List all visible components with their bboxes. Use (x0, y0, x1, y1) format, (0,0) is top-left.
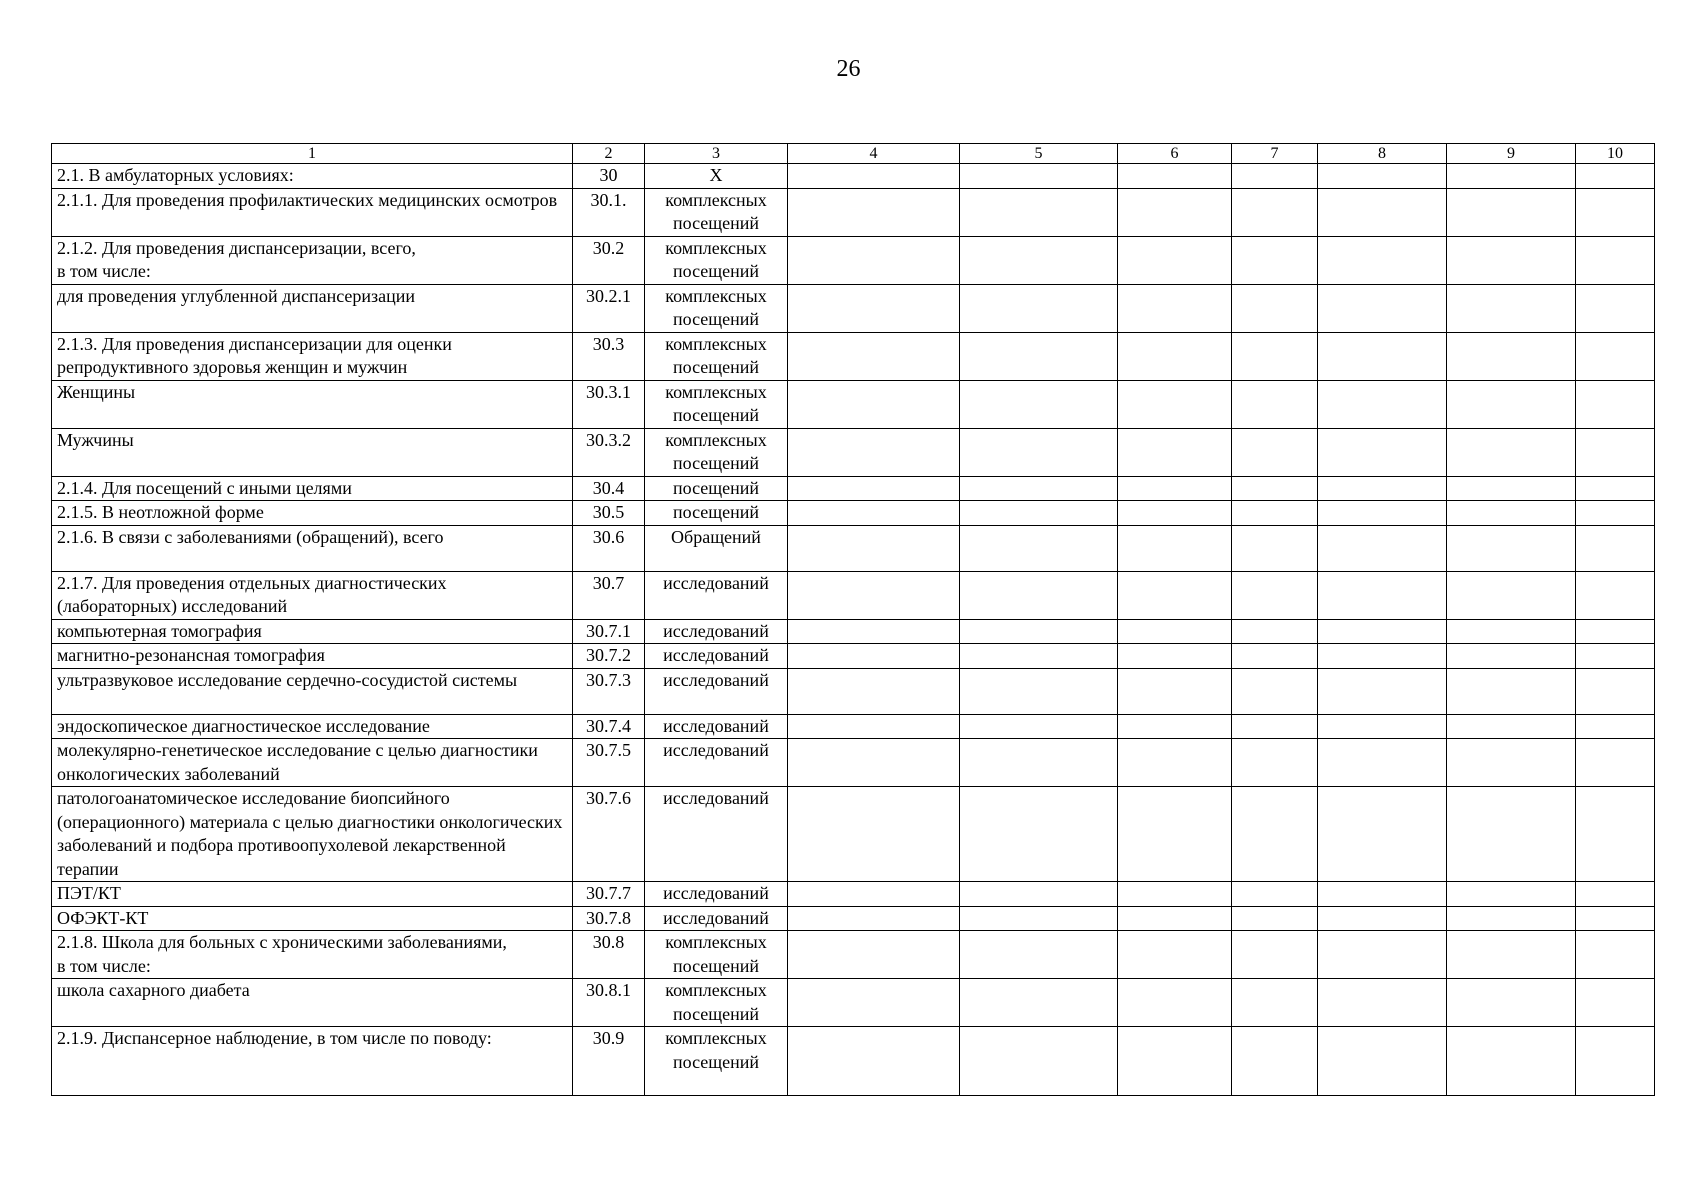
row-code-cell: 30.9 (573, 1027, 645, 1096)
row-unit-cell: комплексных посещений (645, 979, 788, 1027)
empty-value-cell (1118, 1027, 1232, 1096)
row-code-cell: 30.4 (573, 476, 645, 501)
table-row (52, 501, 1655, 526)
empty-value-cell (960, 380, 1118, 428)
empty-value-cell (1232, 787, 1318, 882)
table-row (52, 931, 1655, 979)
empty-value-cell (1118, 284, 1232, 332)
empty-value-cell (1576, 164, 1655, 189)
row-code-cell: 30.7.1 (573, 619, 645, 644)
empty-value-cell (788, 188, 960, 236)
row-code-cell: 30.1. (573, 188, 645, 236)
empty-value-cell (788, 787, 960, 882)
empty-value-cell (1447, 739, 1576, 787)
row-name-cell: 2.1.9. Диспансерное наблюдение, в том числе по поводу: (52, 1027, 573, 1096)
empty-value-cell (1232, 236, 1318, 284)
empty-value-cell (1318, 236, 1447, 284)
report-table (51, 143, 1655, 1096)
empty-value-cell (1118, 332, 1232, 380)
row-code-cell: 30.7.5 (573, 739, 645, 787)
row-name-cell: 2.1.2. Для проведения диспансеризации, всего, в том числе: (52, 236, 573, 284)
empty-value-cell (788, 428, 960, 476)
empty-value-cell (1232, 525, 1318, 571)
empty-value-cell (1318, 188, 1447, 236)
empty-value-cell (1232, 284, 1318, 332)
empty-value-cell (1232, 188, 1318, 236)
empty-value-cell (1232, 571, 1318, 619)
empty-value-cell (1118, 525, 1232, 571)
empty-value-cell (788, 882, 960, 907)
row-unit-cell: Х (645, 164, 788, 189)
row-code-cell: 30.3 (573, 332, 645, 380)
empty-value-cell (788, 714, 960, 739)
empty-value-cell (1232, 428, 1318, 476)
empty-value-cell (1118, 906, 1232, 931)
row-code-cell: 30.7.3 (573, 668, 645, 714)
row-code-cell: 30.7.7 (573, 882, 645, 907)
empty-value-cell (1576, 979, 1655, 1027)
empty-value-cell (1576, 882, 1655, 907)
table-row (52, 571, 1655, 619)
row-name-cell: 2.1.8. Школа для больных с хроническими заболеваниями, в том числе: (52, 931, 573, 979)
empty-value-cell (788, 979, 960, 1027)
row-code-cell: 30.2.1 (573, 284, 645, 332)
empty-value-cell (960, 571, 1118, 619)
empty-value-cell (1447, 236, 1576, 284)
row-name-cell: ПЭТ/КТ (52, 882, 573, 907)
empty-value-cell (1318, 619, 1447, 644)
empty-value-cell (1447, 284, 1576, 332)
empty-value-cell (1576, 931, 1655, 979)
empty-value-cell (1318, 739, 1447, 787)
empty-value-cell (788, 571, 960, 619)
empty-value-cell (1576, 501, 1655, 526)
empty-value-cell (960, 284, 1118, 332)
empty-value-cell (788, 332, 960, 380)
row-name-cell: эндоскопическое диагностическое исследование (52, 714, 573, 739)
empty-value-cell (1318, 380, 1447, 428)
row-code-cell: 30.3.1 (573, 380, 645, 428)
empty-value-cell (1118, 501, 1232, 526)
row-code-cell: 30.6 (573, 525, 645, 571)
row-name-cell: ОФЭКТ-КТ (52, 906, 573, 931)
empty-value-cell (1447, 979, 1576, 1027)
row-name-cell: 2.1.4. Для посещений с иными целями (52, 476, 573, 501)
table-row (52, 1027, 1655, 1096)
empty-value-cell (1447, 428, 1576, 476)
table-row (52, 188, 1655, 236)
row-name-cell: Мужчины (52, 428, 573, 476)
table-row (52, 236, 1655, 284)
empty-value-cell (1447, 668, 1576, 714)
empty-value-cell (1447, 164, 1576, 189)
empty-value-cell (960, 188, 1118, 236)
empty-value-cell (1118, 236, 1232, 284)
empty-value-cell (1447, 931, 1576, 979)
empty-value-cell (1576, 332, 1655, 380)
empty-value-cell (1576, 476, 1655, 501)
table-row (52, 332, 1655, 380)
row-unit-cell: посещений (645, 501, 788, 526)
row-name-cell: магнитно-резонансная томография (52, 644, 573, 669)
empty-value-cell (1576, 188, 1655, 236)
empty-value-cell (1576, 380, 1655, 428)
empty-value-cell (1576, 525, 1655, 571)
empty-value-cell (960, 236, 1118, 284)
empty-value-cell (1318, 906, 1447, 931)
empty-value-cell (1232, 1027, 1318, 1096)
column-header: 5 (960, 144, 1118, 164)
empty-value-cell (960, 979, 1118, 1027)
row-name-cell: молекулярно-генетическое исследование с целью диагностики онкологических заболеваний (52, 739, 573, 787)
empty-value-cell (1232, 979, 1318, 1027)
row-unit-cell: исследований (645, 668, 788, 714)
empty-value-cell (788, 739, 960, 787)
empty-value-cell (960, 525, 1118, 571)
column-header: 7 (1232, 144, 1318, 164)
empty-value-cell (788, 476, 960, 501)
empty-value-cell (1318, 787, 1447, 882)
row-code-cell: 30.2 (573, 236, 645, 284)
empty-value-cell (1232, 501, 1318, 526)
empty-value-cell (960, 882, 1118, 907)
table-row (52, 644, 1655, 669)
column-header: 2 (573, 144, 645, 164)
table-row (52, 882, 1655, 907)
empty-value-cell (1318, 644, 1447, 669)
empty-value-cell (788, 668, 960, 714)
row-name-cell: Женщины (52, 380, 573, 428)
empty-value-cell (1318, 525, 1447, 571)
empty-value-cell (1118, 739, 1232, 787)
empty-value-cell (1576, 1027, 1655, 1096)
row-name-cell: ультразвуковое исследование сердечно-сосудистой системы (52, 668, 573, 714)
empty-value-cell (788, 619, 960, 644)
row-unit-cell: комплексных посещений (645, 380, 788, 428)
row-code-cell: 30.7.4 (573, 714, 645, 739)
table-row (52, 476, 1655, 501)
empty-value-cell (1447, 619, 1576, 644)
table-row (52, 979, 1655, 1027)
empty-value-cell (788, 644, 960, 669)
empty-value-cell (788, 380, 960, 428)
empty-value-cell (1118, 882, 1232, 907)
empty-value-cell (1447, 525, 1576, 571)
empty-value-cell (1576, 428, 1655, 476)
empty-value-cell (1318, 931, 1447, 979)
row-name-cell: 2.1.6. В связи с заболеваниями (обращений), всего (52, 525, 573, 571)
empty-value-cell (1118, 188, 1232, 236)
empty-value-cell (788, 164, 960, 189)
row-code-cell: 30.7.8 (573, 906, 645, 931)
empty-value-cell (1447, 1027, 1576, 1096)
empty-value-cell (1232, 332, 1318, 380)
empty-value-cell (788, 236, 960, 284)
empty-value-cell (1232, 931, 1318, 979)
empty-value-cell (788, 906, 960, 931)
row-unit-cell: исследований (645, 619, 788, 644)
column-header: 4 (788, 144, 960, 164)
row-name-cell: компьютерная томография (52, 619, 573, 644)
row-code-cell: 30.7.2 (573, 644, 645, 669)
empty-value-cell (1232, 644, 1318, 669)
table-row (52, 428, 1655, 476)
empty-value-cell (960, 644, 1118, 669)
empty-value-cell (1447, 380, 1576, 428)
empty-value-cell (1447, 501, 1576, 526)
row-unit-cell: комплексных посещений (645, 188, 788, 236)
row-name-cell: патологоанатомическое исследование биопсийного (операционного) материала с целью диагностики онкологических заболеваний и подбора противоопухолевой лекарственной терапии (52, 787, 573, 882)
empty-value-cell (1118, 428, 1232, 476)
empty-value-cell (1318, 571, 1447, 619)
table-row (52, 380, 1655, 428)
empty-value-cell (960, 714, 1118, 739)
row-unit-cell: комплексных посещений (645, 284, 788, 332)
empty-value-cell (960, 906, 1118, 931)
row-code-cell: 30.5 (573, 501, 645, 526)
empty-value-cell (1447, 787, 1576, 882)
row-unit-cell: исследований (645, 882, 788, 907)
empty-value-cell (1447, 906, 1576, 931)
table-row (52, 739, 1655, 787)
row-unit-cell: комплексных посещений (645, 236, 788, 284)
empty-value-cell (1318, 284, 1447, 332)
empty-value-cell (1447, 476, 1576, 501)
empty-value-cell (960, 428, 1118, 476)
empty-value-cell (788, 525, 960, 571)
row-code-cell: 30 (573, 164, 645, 189)
empty-value-cell (1118, 644, 1232, 669)
column-header: 6 (1118, 144, 1232, 164)
empty-value-cell (1576, 619, 1655, 644)
empty-value-cell (1232, 739, 1318, 787)
column-header: 1 (52, 144, 573, 164)
empty-value-cell (1447, 571, 1576, 619)
row-name-cell: 2.1.3. Для проведения диспансеризации для оценки репродуктивного здоровья женщин и мужчин (52, 332, 573, 380)
empty-value-cell (1232, 882, 1318, 907)
table-row (52, 787, 1655, 882)
table-row (52, 619, 1655, 644)
empty-value-cell (1318, 501, 1447, 526)
empty-value-cell (1576, 906, 1655, 931)
empty-value-cell (1118, 619, 1232, 644)
empty-value-cell (1447, 882, 1576, 907)
table-row (52, 668, 1655, 714)
empty-value-cell (1118, 164, 1232, 189)
row-unit-cell: комплексных посещений (645, 931, 788, 979)
row-name-cell: 2.1.5. В неотложной форме (52, 501, 573, 526)
row-name-cell: для проведения углубленной диспансеризации (52, 284, 573, 332)
column-number-row (52, 144, 1655, 164)
empty-value-cell (1118, 787, 1232, 882)
empty-value-cell (1447, 644, 1576, 669)
empty-value-cell (1447, 332, 1576, 380)
row-unit-cell: посещений (645, 476, 788, 501)
table-row (52, 284, 1655, 332)
empty-value-cell (1318, 476, 1447, 501)
empty-value-cell (1118, 668, 1232, 714)
empty-value-cell (1118, 476, 1232, 501)
empty-value-cell (960, 739, 1118, 787)
row-name-cell: школа сахарного диабета (52, 979, 573, 1027)
table-row (52, 164, 1655, 189)
empty-value-cell (960, 1027, 1118, 1096)
column-header: 8 (1318, 144, 1447, 164)
row-code-cell: 30.8.1 (573, 979, 645, 1027)
empty-value-cell (1576, 236, 1655, 284)
empty-value-cell (1318, 164, 1447, 189)
empty-value-cell (1118, 931, 1232, 979)
empty-value-cell (1576, 787, 1655, 882)
column-header: 3 (645, 144, 788, 164)
row-unit-cell: исследований (645, 714, 788, 739)
row-unit-cell: комплексных посещений (645, 1027, 788, 1096)
empty-value-cell (960, 668, 1118, 714)
row-name-cell: 2.1.1. Для проведения профилактических медицинских осмотров (52, 188, 573, 236)
empty-value-cell (1232, 714, 1318, 739)
empty-value-cell (960, 501, 1118, 526)
empty-value-cell (1118, 571, 1232, 619)
empty-value-cell (1576, 714, 1655, 739)
table-row (52, 525, 1655, 571)
empty-value-cell (1232, 380, 1318, 428)
column-header: 9 (1447, 144, 1576, 164)
table-header (52, 144, 1655, 164)
row-unit-cell: исследований (645, 644, 788, 669)
row-unit-cell: исследований (645, 787, 788, 882)
empty-value-cell (1576, 284, 1655, 332)
empty-value-cell (1232, 619, 1318, 644)
row-name-cell: 2.1.7. Для проведения отдельных диагностических (лабораторных) исследований (52, 571, 573, 619)
table-body (52, 164, 1655, 1096)
empty-value-cell (1447, 188, 1576, 236)
empty-value-cell (1118, 714, 1232, 739)
empty-value-cell (960, 164, 1118, 189)
empty-value-cell (1118, 979, 1232, 1027)
empty-value-cell (1576, 739, 1655, 787)
empty-value-cell (960, 332, 1118, 380)
row-name-cell: 2.1. В амбулаторных условиях: (52, 164, 573, 189)
empty-value-cell (1232, 668, 1318, 714)
row-unit-cell: исследований (645, 571, 788, 619)
empty-value-cell (1318, 428, 1447, 476)
row-unit-cell: комплексных посещений (645, 428, 788, 476)
empty-value-cell (1318, 714, 1447, 739)
empty-value-cell (788, 931, 960, 979)
empty-value-cell (788, 1027, 960, 1096)
row-code-cell: 30.7 (573, 571, 645, 619)
empty-value-cell (1576, 668, 1655, 714)
page-number: 26 (836, 56, 861, 82)
row-unit-cell: комплексных посещений (645, 332, 788, 380)
table-row (52, 714, 1655, 739)
empty-value-cell (1318, 882, 1447, 907)
empty-value-cell (1232, 164, 1318, 189)
empty-value-cell (1576, 644, 1655, 669)
row-code-cell: 30.8 (573, 931, 645, 979)
table-row (52, 906, 1655, 931)
empty-value-cell (1232, 906, 1318, 931)
empty-value-cell (1118, 380, 1232, 428)
empty-value-cell (788, 284, 960, 332)
row-unit-cell: Обращений (645, 525, 788, 571)
empty-value-cell (1447, 714, 1576, 739)
empty-value-cell (1576, 571, 1655, 619)
empty-value-cell (960, 476, 1118, 501)
row-code-cell: 30.3.2 (573, 428, 645, 476)
row-code-cell: 30.7.6 (573, 787, 645, 882)
empty-value-cell (960, 787, 1118, 882)
empty-value-cell (1232, 476, 1318, 501)
empty-value-cell (1318, 332, 1447, 380)
column-header: 10 (1576, 144, 1655, 164)
empty-value-cell (788, 501, 960, 526)
empty-value-cell (960, 619, 1118, 644)
empty-value-cell (1318, 979, 1447, 1027)
empty-value-cell (1318, 1027, 1447, 1096)
row-unit-cell: исследований (645, 906, 788, 931)
empty-value-cell (1318, 668, 1447, 714)
empty-value-cell (960, 931, 1118, 979)
row-unit-cell: исследований (645, 739, 788, 787)
